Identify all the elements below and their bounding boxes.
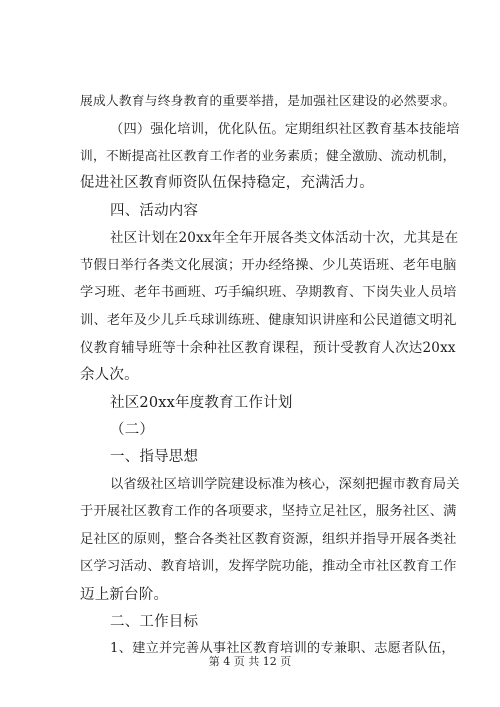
subtitle: （二） xyxy=(110,422,155,438)
paragraph-line: 学习班、老年书画班、巧手编织班、孕期教育、下岗失业人员培 xyxy=(80,285,457,300)
paragraph-line: 节假日举行各类文化展演；开办经络操、少儿英语班、老年电脑 xyxy=(80,258,457,273)
section-heading: 二、工作目标 xyxy=(110,614,199,630)
page-footer: 第 4 页 共 12 页 xyxy=(208,655,292,668)
paragraph-line: 仪教育辅导班等十余种社区教育课程，预计受教育人次达20xx xyxy=(80,340,456,356)
paragraph-line: 1、建立并完善从事社区教育培训的专兼职、志愿者队伍， xyxy=(110,641,455,656)
paragraph-line: 于开展社区教育工作的各项要求，坚持立足社区，服务社区、满 xyxy=(80,504,457,519)
paragraph-line: 足社区的原则，整合各类社区教育资源，组织并指导开展各类社 xyxy=(80,532,457,547)
paragraph-line: 区学习活动、教育培训，发挥学院功能，推动全市社区教育工作 xyxy=(80,559,457,574)
section-heading: 一、指导思想 xyxy=(110,449,199,465)
paragraph-line: 社区计划在20xx年全年开展各类文体活动十次，尤其是在 xyxy=(110,230,459,246)
paragraph-line: 训，不断提高社区教育工作者的业务素质；健全激励、流动机制， xyxy=(80,149,456,164)
paragraph-line: 促进社区教育师资队伍保持稳定，充满活力。 xyxy=(80,175,374,191)
paragraph-line: 余人次。 xyxy=(80,367,139,383)
document-title: 社区20xx年度教育工作计划 xyxy=(110,395,293,411)
paragraph-line: 迈上新台阶。 xyxy=(80,587,169,603)
paragraph-line: 以省级社区培训学院建设标准为核心，深刻把握市教育局关 xyxy=(110,477,460,492)
paragraph-line: （四）强化培训，优化队伍。定期组织社区教育基本技能培 xyxy=(110,122,460,137)
paragraph-line: 训、老年及少儿乒乓球训练班、健康知识讲座和公民道德文明礼 xyxy=(80,313,457,328)
section-heading: 四、活动内容 xyxy=(110,203,199,219)
paragraph-line: 展成人教育与终身教育的重要举措，是加强社区建设的必然要求。 xyxy=(80,94,456,109)
